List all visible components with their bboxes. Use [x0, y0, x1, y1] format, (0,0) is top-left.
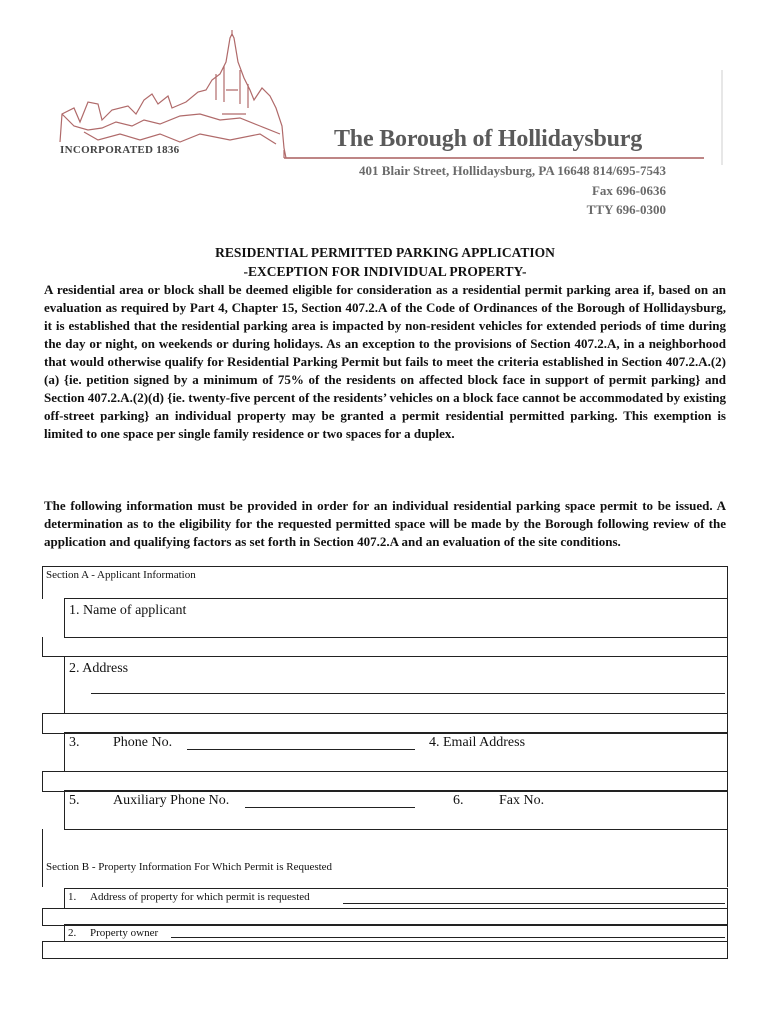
address-label: 2. Address	[69, 661, 129, 676]
row-separator	[42, 637, 728, 657]
aux-phone-input-line[interactable]	[245, 807, 415, 808]
aux-phone-label: Auxiliary Phone No.	[113, 793, 230, 808]
incorporated-text: INCORPORATED 1836	[60, 144, 180, 156]
phone-number-index: 3.	[69, 735, 80, 750]
phone-email-row	[64, 732, 728, 772]
name-field[interactable]	[64, 598, 728, 638]
section-a-header	[42, 566, 728, 599]
document-subtitle: -EXCEPTION FOR INDIVIDUAL PROPERTY-	[243, 264, 527, 279]
intro-paragraph: A residential area or block shall be deemed eligible for consideration as a residential permit parking area if, based on an evaluation as required by Part 4, Chapter 15, Section 407.2.A of the Code of Ordinances of the Borough of Hollidaysburg, it is established that the residential parking area is impacted by non-resident vehicles for extended periods of time during the day or night, on weekends or during holidays. As an exception to the provisions of Section 407.2.A, in a neighborhood that would otherwise qualify for Residential Parking Permit but fails to meet the criteria established in Section 407.2.A.(2)(a) {ie. petition signed by a minimum of 75% of the residents on affected block face in support of permit parking} and Section 407.2.A.(2)(d) {ie. twenty-five percent of the residents’ vehicles on a block face cannot be accommodated by existing off-street parking} an individual property may be granted a permit residential permitted parking. This exemption is limited to one space per single family residence or two spaces for a duplex.	[44, 282, 726, 441]
section-b-header	[42, 829, 728, 887]
property-address-index: 1.	[68, 891, 77, 903]
row-separator	[42, 713, 728, 734]
aux-fax-row	[64, 790, 728, 830]
address-line	[91, 693, 725, 694]
property-owner-input-line[interactable]	[171, 937, 725, 938]
phone-input-line[interactable]	[187, 749, 415, 750]
property-address-input-line[interactable]	[343, 903, 725, 904]
instructions-paragraph: The following information must be provided in order for an individual residential parking space permit to be issued. A determination as to the eligibility for the requested permitted space will be made by the Borough following review of the application and qualifying factors as set forth in Section 407.2.A and an evaluation of the site conditions.	[44, 498, 726, 549]
email-label: 4. Email Address	[429, 735, 526, 750]
aux-phone-index: 5.	[69, 793, 80, 808]
name-label: 1. Name of applicant	[69, 603, 187, 618]
property-owner-index: 2.	[68, 927, 77, 939]
row-separator	[42, 941, 728, 959]
section-b-label: Section B - Property Information For Which Permit is Requested	[46, 861, 333, 873]
letterhead	[40, 30, 730, 225]
property-address-label: Address of property for which permit is requested	[90, 891, 310, 903]
section-a-label: Section A - Applicant Information	[46, 569, 196, 581]
borough-tty: TTY 696-0300	[586, 202, 666, 217]
borough-address: 401 Blair Street, Hollidaysburg, PA 16648 814/695-7543	[359, 163, 666, 178]
property-owner-row	[64, 924, 728, 942]
document-title: RESIDENTIAL PERMITTED PARKING APPLICATION	[215, 245, 555, 260]
property-owner-label: Property owner	[90, 927, 159, 939]
phone-label: Phone No.	[113, 735, 173, 750]
borough-name: The Borough of Hollidaysburg	[334, 126, 643, 152]
address-field[interactable]	[64, 656, 728, 714]
borough-fax: Fax 696-0636	[591, 183, 666, 198]
property-address-row	[64, 888, 728, 909]
fax-label: Fax No.	[499, 793, 545, 808]
row-separator	[42, 771, 728, 792]
fax-index: 6.	[453, 793, 464, 808]
